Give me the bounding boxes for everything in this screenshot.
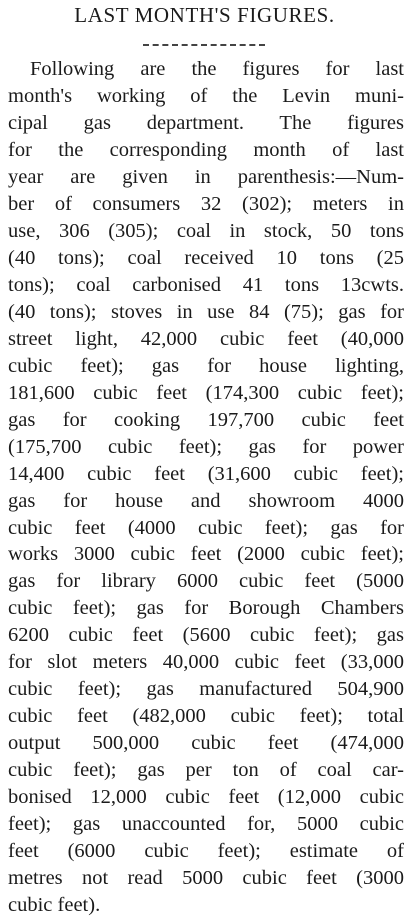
body-line: cubic feet); gas for house lighting, (8, 354, 404, 377)
body-line: (40 tons); coal received 10 tons (25 (8, 246, 404, 269)
body-line: Following are the figures for last (30, 58, 404, 80)
body-line: gas for house and showroom 4000 (8, 489, 404, 512)
body-line: works 3000 cubic feet (2000 cubic feet); (8, 543, 404, 566)
body-line: gas for cooking 197,700 cubic feet (8, 408, 404, 431)
body-line: output 500,000 cubic feet (474,000 (8, 732, 404, 755)
body-line: feet (6000 cubic feet); estimate of (8, 840, 404, 863)
body-line: for slot meters 40,000 cubic feet (33,000 (8, 651, 404, 674)
body-line: metres not read 5000 cubic feet (3000 (8, 867, 404, 889)
body-line: 181,600 cubic feet (174,300 cubic feet); (8, 381, 404, 404)
body-line: 14,400 cubic feet (31,600 cubic feet); (8, 462, 404, 485)
body-line: street light, 42,000 cubic feet (40,000 (8, 327, 404, 350)
headline-divider (143, 44, 265, 46)
body-line: cubic feet); gas per ton of coal car- (8, 759, 404, 782)
body-line: cubic feet); gas for Borough Chambers (8, 597, 404, 620)
body-line: (40 tons); stoves in use 84 (75); gas for (8, 300, 404, 323)
body-line: bonised 12,000 cubic feet (12,000 cubic (8, 786, 404, 809)
body-line: ber of consumers 32 (302); meters in (8, 192, 404, 215)
body-line: cubic feet); gas manufactured 504,900 (8, 678, 404, 701)
body-line: feet); gas unaccounted for, 5000 cubic (8, 813, 404, 836)
body-line: gas for library 6000 cubic feet (5000 (8, 570, 404, 593)
body-line: month's working of the Levin muni- (8, 85, 404, 107)
body-line: tons); coal carbonised 41 tons 13cwts. (8, 273, 404, 296)
article-headline: LAST MONTH'S FIGURES. (74, 3, 335, 27)
body-line: cubic feet (4000 cubic feet); gas for (8, 516, 404, 539)
body-line: cubic feet (482,000 cubic feet); total (8, 705, 404, 728)
body-line: for the corresponding month of last (8, 138, 404, 161)
body-line: 6200 cubic feet (5600 cubic feet); gas (8, 624, 404, 647)
body-line: year are given in parenthesis:—Num- (8, 165, 404, 188)
body-line: (175,700 cubic feet); gas for power (8, 435, 404, 458)
body-line: use, 306 (305); coal in stock, 50 tons (8, 219, 404, 242)
body-line: cipal gas department. The figures (8, 111, 404, 134)
body-line-final: cubic feet). (8, 894, 101, 916)
